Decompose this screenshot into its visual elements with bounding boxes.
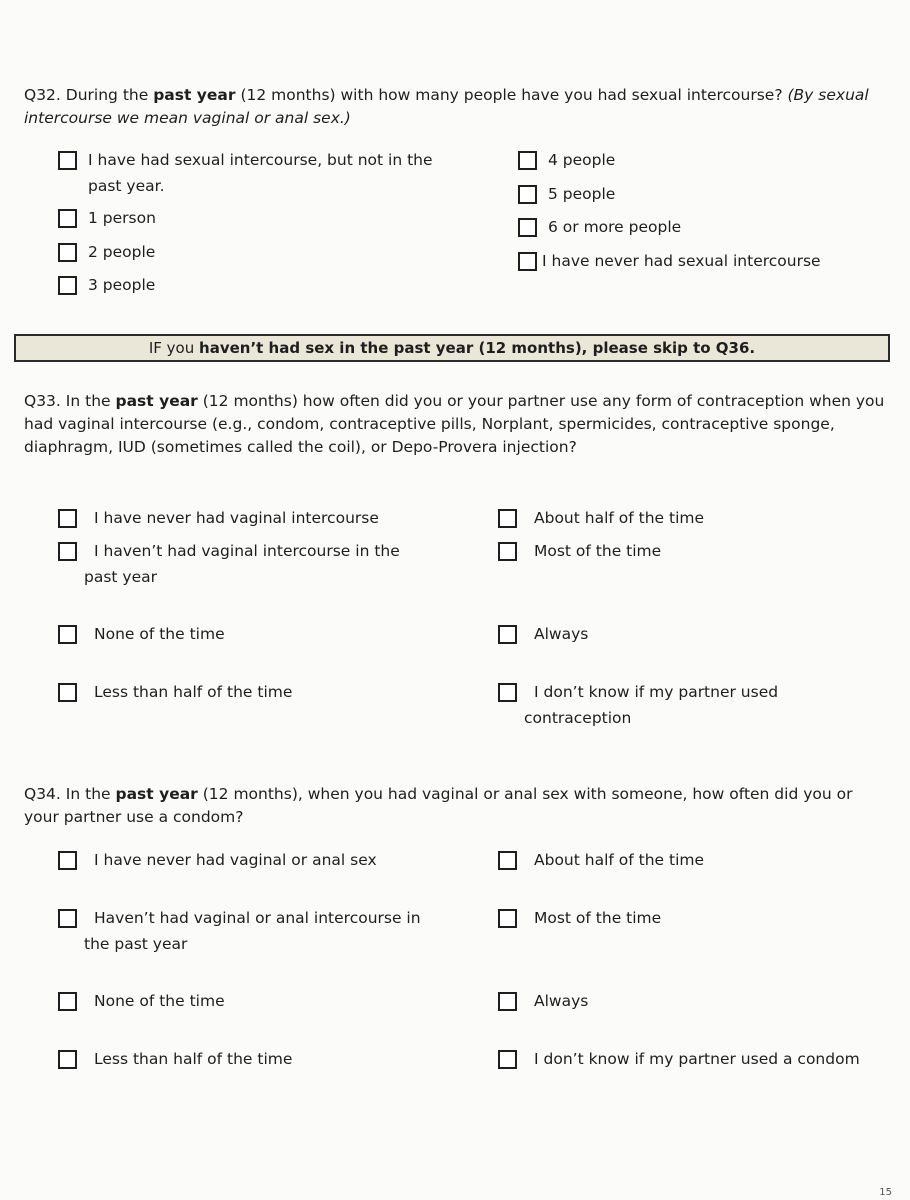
checkbox[interactable] xyxy=(498,992,517,1011)
option-label: About half of the time xyxy=(534,509,705,527)
option-label: 5 people xyxy=(548,185,616,203)
checkbox[interactable] xyxy=(58,276,77,295)
option-label: 1 person xyxy=(88,209,156,227)
checkbox[interactable] xyxy=(498,851,517,870)
checkbox[interactable] xyxy=(58,243,77,262)
question-q32 xyxy=(24,84,886,130)
banner-emphasis: haven’t had sex in the past year (12 months), please skip to Q36. xyxy=(199,339,756,357)
question-q34 xyxy=(24,783,886,829)
checkbox[interactable] xyxy=(498,542,517,561)
checkbox[interactable] xyxy=(518,252,537,271)
option-label: I don’t know if my partner used xyxy=(534,683,779,701)
option-label: I don’t know if my partner used a condom xyxy=(534,1050,860,1068)
option-label: About half of the time xyxy=(534,851,705,869)
checkbox[interactable] xyxy=(498,683,517,702)
checkbox[interactable] xyxy=(498,1050,517,1069)
option-label: Most of the time xyxy=(534,909,662,927)
option-label: past year. xyxy=(88,177,165,195)
option-label: Less than half of the time xyxy=(94,1050,293,1068)
checkbox[interactable] xyxy=(498,625,517,644)
option-label: I have had sexual intercourse, but not in the xyxy=(88,151,433,169)
checkbox[interactable] xyxy=(498,509,517,528)
checkbox[interactable] xyxy=(518,151,537,170)
question-note: (By sexual intercourse we mean vaginal or anal sex.) xyxy=(24,86,869,127)
option-label: past year xyxy=(84,568,157,586)
option-label: 4 people xyxy=(548,151,616,169)
option-label: 6 or more people xyxy=(548,218,682,236)
checkbox[interactable] xyxy=(58,992,77,1011)
question-text: (12 months) with how many people have you had sexual intercourse? xyxy=(240,86,783,104)
option-label: None of the time xyxy=(94,625,225,643)
question-text: (12 months) how often did you or your partner use any form of contraception when you had vaginal intercourse (e.g., condom, contraceptive pills, Norplant, spermicides, contraceptive sponge, diaphragm, IUD (sometimes called the coil), or Depo-Provera injection? xyxy=(24,392,885,456)
checkbox[interactable] xyxy=(498,909,517,928)
question-number: Q33. xyxy=(24,392,61,410)
question-emphasis: past year xyxy=(115,392,198,410)
skip-instruction-banner xyxy=(14,334,890,362)
checkbox[interactable] xyxy=(58,151,77,170)
checkbox[interactable] xyxy=(518,185,537,204)
checkbox[interactable] xyxy=(58,625,77,644)
question-text: (12 months), when you had vaginal or anal sex with someone, how often did you or your partner use a condom? xyxy=(24,785,853,826)
checkbox[interactable] xyxy=(58,509,77,528)
banner-text: IF you xyxy=(148,339,195,357)
question-q33 xyxy=(24,390,886,459)
option-label: Most of the time xyxy=(534,542,662,560)
option-label: 2 people xyxy=(88,243,156,261)
option-label: I have never had vaginal or anal sex xyxy=(94,851,377,869)
option-label: I have never had sexual intercourse xyxy=(542,252,821,270)
question-text: In the xyxy=(65,785,111,803)
option-label: contraception xyxy=(524,709,632,727)
option-label: the past year xyxy=(84,935,188,953)
option-label: I haven’t had vaginal intercourse in the xyxy=(94,542,400,560)
question-number: Q32. xyxy=(24,86,61,104)
checkbox[interactable] xyxy=(518,218,537,237)
question-emphasis: past year xyxy=(153,86,236,104)
option-label: I have never had vaginal intercourse xyxy=(94,509,379,527)
page-number: 15 xyxy=(879,1187,892,1198)
checkbox[interactable] xyxy=(58,1050,77,1069)
question-number: Q34. xyxy=(24,785,61,803)
question-emphasis: past year xyxy=(115,785,198,803)
option-label: Always xyxy=(534,992,589,1010)
checkbox[interactable] xyxy=(58,909,77,928)
checkbox[interactable] xyxy=(58,209,77,228)
option-label: Always xyxy=(534,625,589,643)
checkbox[interactable] xyxy=(58,542,77,561)
option-label: 3 people xyxy=(88,276,156,294)
checkbox[interactable] xyxy=(58,851,77,870)
checkbox[interactable] xyxy=(58,683,77,702)
option-label: None of the time xyxy=(94,992,225,1010)
option-label: Less than half of the time xyxy=(94,683,293,701)
option-label: Haven’t had vaginal or anal intercourse in xyxy=(94,909,421,927)
question-text: In the xyxy=(65,392,111,410)
question-text: During the xyxy=(65,86,149,104)
